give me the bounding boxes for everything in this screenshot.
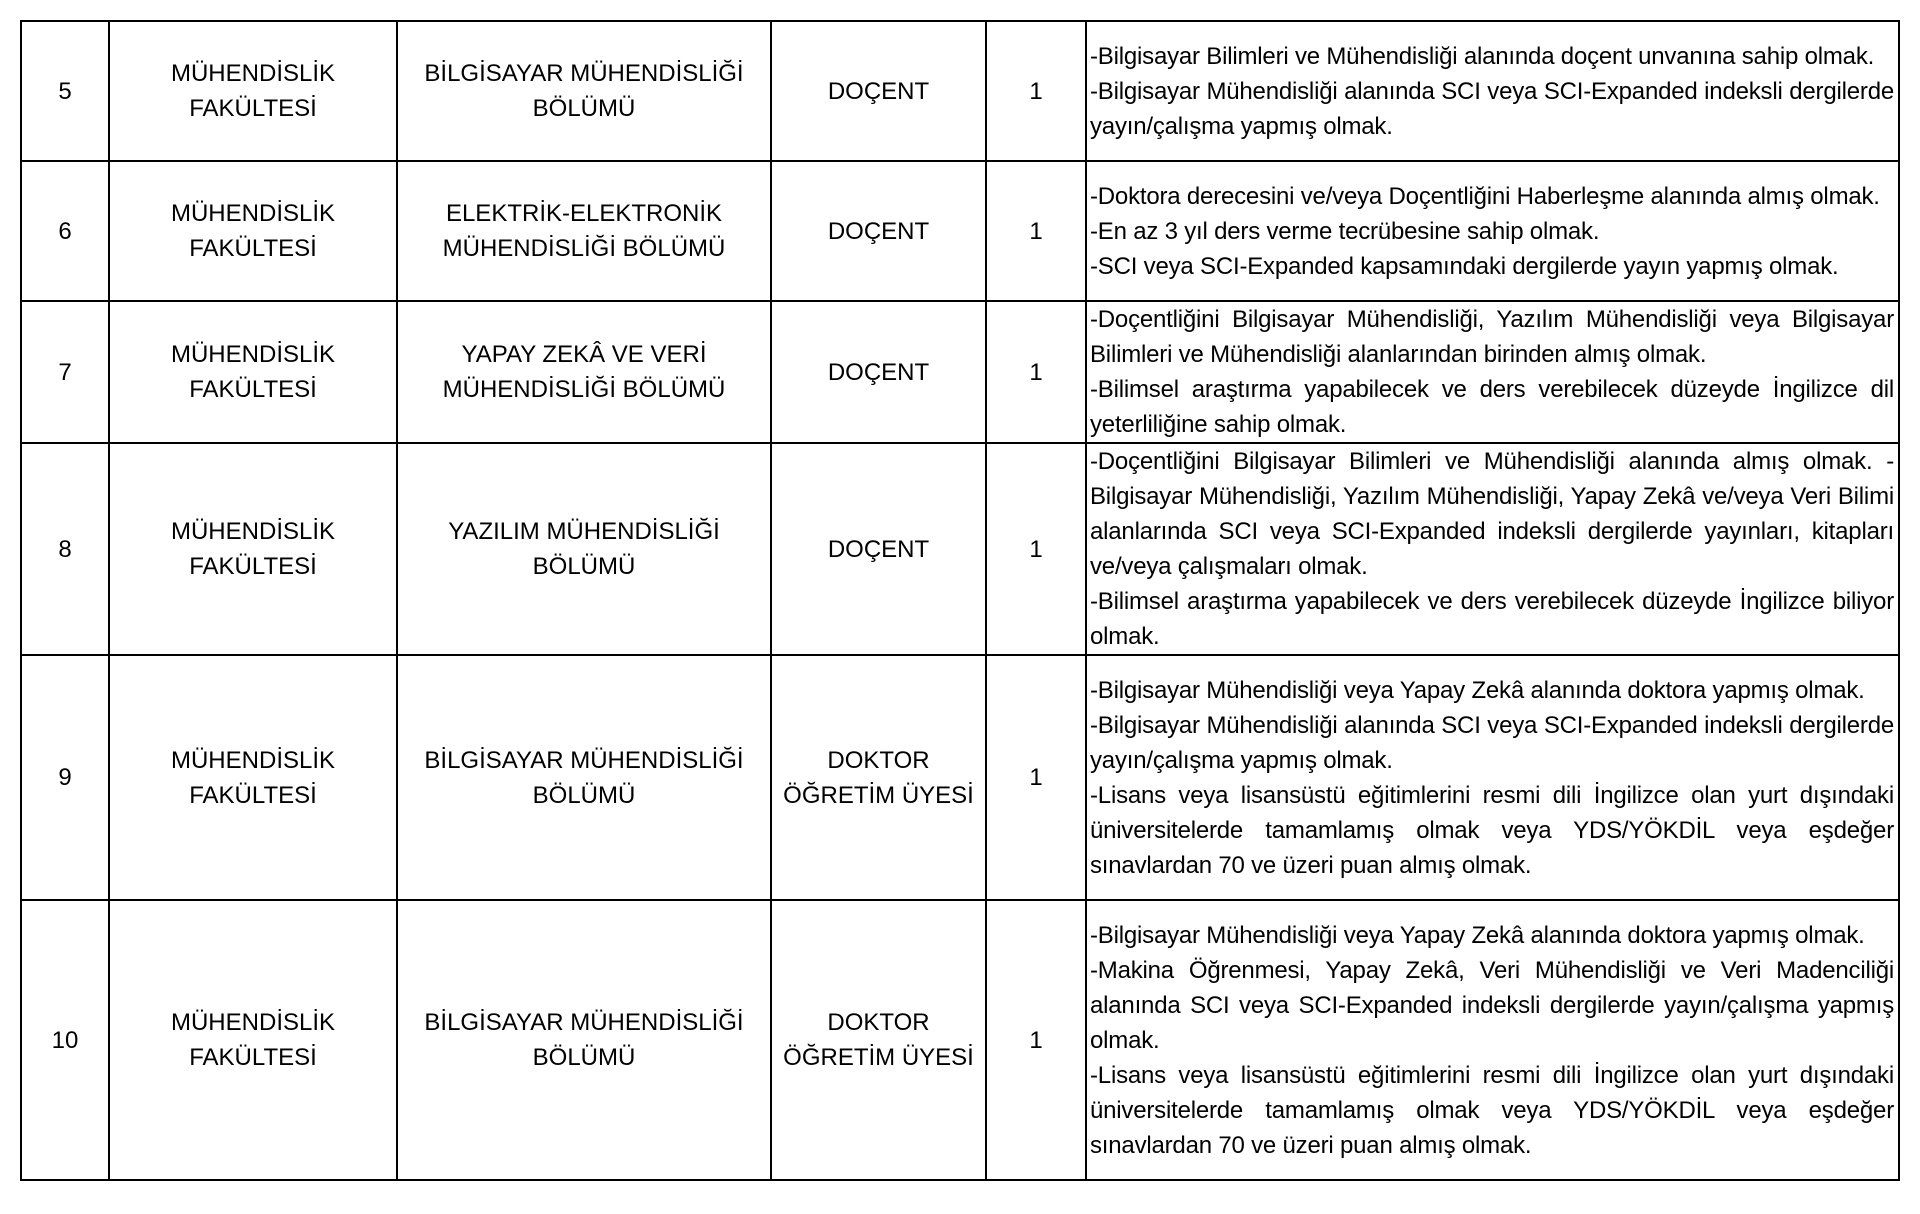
count-cell: 1 bbox=[986, 301, 1086, 443]
row-number: 9 bbox=[21, 655, 109, 900]
count-cell: 1 bbox=[986, 21, 1086, 161]
title-cell: DOKTOR ÖĞRETİM ÜYESİ bbox=[771, 655, 986, 900]
table-row bbox=[21, 655, 1899, 900]
count-cell: 1 bbox=[986, 443, 1086, 655]
faculty-cell: MÜHENDİSLİK FAKÜLTESİ bbox=[109, 655, 397, 900]
department-cell: YAZILIM MÜHENDİSLİĞİ BÖLÜMÜ bbox=[397, 443, 771, 655]
table-row bbox=[21, 21, 1899, 161]
table-body bbox=[21, 21, 1899, 1180]
faculty-cell: MÜHENDİSLİK FAKÜLTESİ bbox=[109, 301, 397, 443]
count-cell: 1 bbox=[986, 900, 1086, 1180]
condition-item: -Bilgisayar Bilimleri ve Mühendisliği alanında doçent unvanına sahip olmak. bbox=[1090, 42, 1875, 70]
condition-item: -Bilimsel araştırma yapabilecek ve ders verebilecek düzeyde İngilizce dil yeterliliğine sahip olmak. bbox=[1090, 376, 1894, 438]
condition-item: -Makina Öğrenmesi, Yapay Zekâ, Veri Mühendisliği ve Veri Madenciliği alanında SCI veya SCI-Expanded indeksli dergilerde yayın/çalışma yapmış olmak. bbox=[1090, 956, 1894, 1054]
condition-item: -Bilgisayar Mühendisliği alanında SCI veya SCI-Expanded indeksli dergilerde yayın/çalışma yapmış olmak. bbox=[1090, 711, 1894, 774]
condition-item: -En az 3 yıl ders verme tecrübesine sahip olmak. bbox=[1090, 217, 1600, 245]
positions-table bbox=[20, 20, 1900, 1181]
department-cell: BİLGİSAYAR MÜHENDİSLİĞİ BÖLÜMÜ bbox=[397, 21, 771, 161]
condition-item: -Doçentliğini Bilgisayar Mühendisliği, Yazılım Mühendisliği veya Bilgisayar Bilimleri ve Mühendisliği alanlarından birinden almış olmak. bbox=[1090, 306, 1894, 368]
condition-item: -Bilgisayar Mühendisliği alanında SCI veya SCI-Expanded indeksli dergilerde yayın/çalışma yapmış olmak. bbox=[1090, 77, 1894, 140]
faculty-cell: MÜHENDİSLİK FAKÜLTESİ bbox=[109, 161, 397, 301]
conditions-cell bbox=[1086, 301, 1899, 443]
count-cell: 1 bbox=[986, 161, 1086, 301]
count-cell: 1 bbox=[986, 655, 1086, 900]
conditions-cell bbox=[1086, 900, 1899, 1180]
condition-item: -Bilgisayar Mühendisliği veya Yapay Zekâ alanında doktora yapmış olmak. bbox=[1090, 676, 1865, 704]
title-cell: DOKTOR ÖĞRETİM ÜYESİ bbox=[771, 900, 986, 1180]
faculty-cell: MÜHENDİSLİK FAKÜLTESİ bbox=[109, 21, 397, 161]
positions-table-container bbox=[20, 20, 1900, 1181]
condition-item: -Lisans veya lisansüstü eğitimlerini resmi dili İngilizce olan yurt dışındaki üniversitelerde tamamlamış olmak veya YDS/YÖKDİL veya eşdeğer sınavlardan 70 ve üzeri puan almış olmak. bbox=[1090, 1061, 1894, 1159]
row-number: 7 bbox=[21, 301, 109, 443]
condition-item: -Doçentliğini Bilgisayar Bilimleri ve Mühendisliği alanında almış olmak. -Bilgisayar Mühendisliği, Yazılım Mühendisliği, Yapay Zekâ ve/veya Veri Bilimi alanlarında SCI veya SCI-Expanded indeksli dergilerde yayınları, kitapları ve/veya çalışmaları olmak. bbox=[1090, 448, 1894, 580]
conditions-cell bbox=[1086, 655, 1899, 900]
department-cell: YAPAY ZEKÂ VE VERİ MÜHENDİSLİĞİ BÖLÜMÜ bbox=[397, 301, 771, 443]
condition-item: -SCI veya SCI-Expanded kapsamındaki dergilerde yayın yapmış olmak. bbox=[1090, 252, 1839, 280]
table-row bbox=[21, 443, 1899, 655]
condition-item: -Bilimsel araştırma yapabilecek ve ders verebilecek düzeyde İngilizce biliyor olmak. bbox=[1090, 588, 1894, 650]
condition-item: -Doktora derecesini ve/veya Doçentliğini Haberleşme alanında almış olmak. bbox=[1090, 182, 1880, 210]
department-cell: BİLGİSAYAR MÜHENDİSLİĞİ BÖLÜMÜ bbox=[397, 900, 771, 1180]
department-cell: BİLGİSAYAR MÜHENDİSLİĞİ BÖLÜMÜ bbox=[397, 655, 771, 900]
row-number: 6 bbox=[21, 161, 109, 301]
title-cell: DOÇENT bbox=[771, 161, 986, 301]
title-cell: DOÇENT bbox=[771, 443, 986, 655]
table-row bbox=[21, 301, 1899, 443]
faculty-cell: MÜHENDİSLİK FAKÜLTESİ bbox=[109, 443, 397, 655]
faculty-cell: MÜHENDİSLİK FAKÜLTESİ bbox=[109, 900, 397, 1180]
condition-item: -Bilgisayar Mühendisliği veya Yapay Zekâ alanında doktora yapmış olmak. bbox=[1090, 921, 1865, 949]
title-cell: DOÇENT bbox=[771, 21, 986, 161]
row-number: 5 bbox=[21, 21, 109, 161]
row-number: 10 bbox=[21, 900, 109, 1180]
conditions-cell bbox=[1086, 21, 1899, 161]
conditions-cell bbox=[1086, 161, 1899, 301]
title-cell: DOÇENT bbox=[771, 301, 986, 443]
table-row bbox=[21, 161, 1899, 301]
table-row bbox=[21, 900, 1899, 1180]
conditions-cell bbox=[1086, 443, 1899, 655]
row-number: 8 bbox=[21, 443, 109, 655]
condition-item: -Lisans veya lisansüstü eğitimlerini resmi dili İngilizce olan yurt dışındaki üniversitelerde tamamlamış olmak veya YDS/YÖKDİL veya eşdeğer sınavlardan 70 ve üzeri puan almış olmak. bbox=[1090, 781, 1894, 879]
department-cell: ELEKTRİK-ELEKTRONİK MÜHENDİSLİĞİ BÖLÜMÜ bbox=[397, 161, 771, 301]
